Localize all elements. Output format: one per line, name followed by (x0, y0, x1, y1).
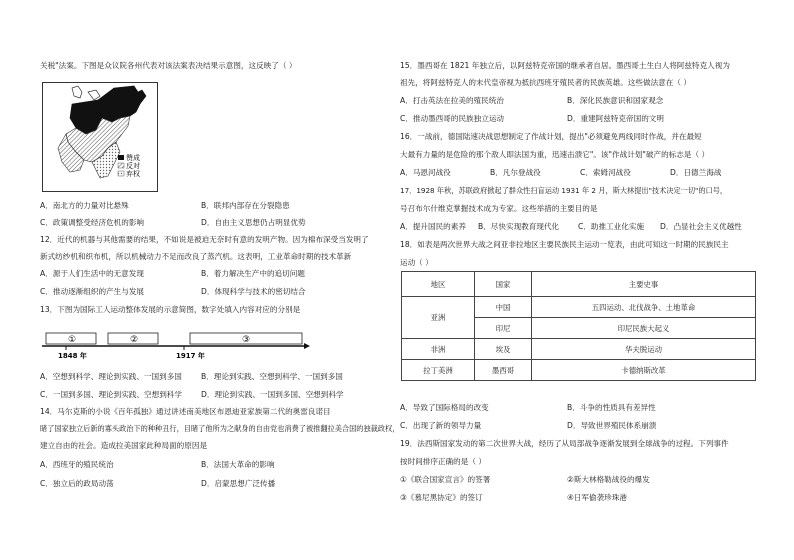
table-header-row (402, 272, 756, 297)
q15-option-a: A．打击英法在拉美的殖民统治 (400, 96, 504, 105)
q17-option-b: B．尽快实现教育现代化 (478, 222, 560, 231)
legend-label-no: 反对 (126, 162, 140, 170)
q19-event-1: ①《联合国家宣言》的签署 (400, 475, 491, 484)
legend-swatch-abstain (118, 171, 124, 176)
q11-option-d: D．自由主义思想仍占明显优势 (201, 218, 306, 227)
us-vote-map (42, 82, 158, 192)
q15-option-d: D．重建阿兹特克帝国的文明 (567, 114, 664, 123)
q12-option-c: C．推动逐渐组织的产生与发展 (40, 287, 145, 296)
q18-stem-line2: 运动（ ） (400, 258, 433, 267)
q14-stem-line3: 建立自由的社会。造成拉美国家此种局面的原因是 (40, 441, 208, 450)
q11-option-a: A．南北方的力量对比悬殊 (40, 201, 129, 210)
q17-option-a: A．提升国民的素养 (400, 222, 466, 231)
table-cell-event: 卡德纳斯改革 (532, 360, 756, 381)
q16-stem-line1: 16．一战前，德国陆速决战思想制定了作战计划，提出"必须避免两线同时作战，并在最短 (400, 132, 702, 141)
q12-stem-line2: 新式纺纱机和织布机，所以机械动力不足而改良了蒸汽机。这表明，工业革命时期的技术革新 (40, 252, 352, 261)
q14-option-c: C．独立后的政局动荡 (40, 479, 114, 488)
q14-stem-line2: 睹了国家独立后新的寡头政治下的种种丑行，目睹了他所为之献身的自由党也消费了被推翻拉美合国的独裁政权， (40, 424, 400, 433)
q19-event-3: ③《慕尼黑协定》的签订 (400, 493, 483, 502)
q19-stem-line2: 按时间排序正确的是（ ） (400, 457, 486, 466)
timeline-mark-2: ② (130, 335, 139, 345)
table-cell-country: 墨西哥 (475, 360, 532, 381)
q18-option-c: C．出现了新的领导力量 (400, 421, 482, 430)
legend-swatch-no (118, 163, 124, 168)
q13-option-a: A．空想到科学、理论到实践、一国到多国 (40, 372, 182, 381)
table-row (402, 360, 756, 381)
q12-option-b: B．着力解决生产中的追切问题 (201, 269, 305, 278)
table-cell-region: 亚洲 (402, 297, 475, 339)
q17-option-d: D．凸显社会主义优越性 (660, 222, 742, 231)
q13-option-c: C．一国到多国、理论到实践、空想到科学 (40, 390, 182, 399)
legend-swatch-yes (118, 155, 124, 160)
q17-option-c: C．助推工业化实施 (578, 222, 645, 231)
q19-stem-line1: 19．法西斯国家发动的第二次世界大战，经历了从局部战争逐渐发展到全球战争的过程。下列事件 (400, 439, 729, 448)
q11-stem: 关税"法案。下图是众议院各州代表对该法案表决结果示意图，这反映了（ ） (40, 61, 297, 70)
q14-stem-line1: 14．马尔克斯的小说《百年孤独》通过讲述南美地区布恩迪亚家族第二代的奥雷良诺目 (40, 407, 331, 416)
timeline-year-1848: 1848 年 (58, 352, 87, 360)
q13-stem: 13．下图为国际工人运动整体发展的示意简图，数字处填入内容对应的分别是 (40, 305, 301, 314)
q15-stem-line1: 15．墨西哥在 1821 年独立后，以阿兹特克帝国的继承者自居。墨西哥土生白人将阿兹特克人视为 (400, 61, 730, 70)
table-cell-country: 中国 (475, 297, 532, 318)
table-row (402, 339, 756, 360)
q15-option-b: B．深化民族意识和国家观念 (567, 96, 664, 105)
q14-option-d: D．启蒙思想广泛传播 (201, 479, 276, 488)
table-header-country: 国家 (475, 272, 532, 297)
q12-option-a: A．源于人们生活中的无意发现 (40, 269, 144, 278)
q16-option-a: A．马恩河战役 (400, 168, 451, 177)
q13-option-d: D．理论到实践、一国到多国、空想到科学 (201, 390, 344, 399)
timeline-arrow (304, 343, 310, 349)
table-cell-country: 埃及 (475, 339, 532, 360)
table-cell-event: 华夫脱运动 (532, 339, 756, 360)
q19-event-4: ④日军偷袭珍珠港 (567, 493, 627, 502)
table-cell-country: 印尼 (475, 318, 532, 339)
q12-option-d: D．体现科学与技术的密切结合 (201, 287, 306, 296)
timeline-mark-3: ③ (242, 335, 251, 345)
movements-table (401, 271, 756, 381)
q11-option-b: B．联邦内部存在分裂隐患 (201, 201, 290, 210)
timeline-mark-1: ① (68, 335, 77, 345)
table-cell-event: 五四运动、北伐战争、土地革命 (532, 297, 756, 318)
table-header-region: 地区 (402, 272, 475, 297)
q16-option-b: B．凡尔登战役 (490, 168, 541, 177)
table-row (402, 297, 756, 318)
movement-timeline (42, 332, 312, 366)
q17-stem-line1: 17．1928 年秋，苏联政府掀起了群众性扫盲运动 1931 年 2 月，斯大林提出"技术决定一切"的口号， (400, 186, 728, 195)
q18-stem-line1: 18．如表是两次世界大战之间亚非拉地区主要民族民主运动一览表，由此可知这一时期的民族民主 (400, 240, 729, 249)
table-cell-region: 非洲 (402, 339, 475, 360)
q15-stem-line2: 祖先，将阿兹特克人的末代皇帝视为抵抗西班牙殖民者的民族英雄。这些做法意在（ ） (400, 78, 691, 87)
q19-event-2: ②斯大林格勒战役的爆发 (567, 475, 650, 484)
q11-option-c: C．政策调整受经济危机的影响 (40, 218, 145, 227)
q18-option-d: D．导致世界殖民体系崩溃 (567, 421, 657, 430)
q18-option-a: A．导致了国际格局的改变 (400, 403, 489, 412)
table-cell-region: 拉丁美洲 (402, 360, 475, 381)
q18-option-b: B．斗争的性质具有差异性 (567, 403, 656, 412)
q16-stem-line2: 大最有力量的是危险的那个敌人即法国为重，迅速击溃它"。该"作战计划"破产的标志是（ ） (400, 150, 710, 159)
legend-label-abstain: 弃权 (126, 170, 140, 178)
legend-label-yes: 赞成 (126, 154, 140, 162)
q15-option-c: C．推动墨西哥的民族独立运动 (400, 114, 505, 123)
table-header-event: 主要史事 (532, 272, 756, 297)
q12-stem-line1: 12．近代的机器与其他需要的结果，不如说是被迫无奈时有意的发明产物。因为棉布深受当发明了 (40, 235, 369, 244)
q14-option-a: A．西班牙的殖民统治 (40, 460, 114, 469)
table-cell-event: 印尼民族大起义 (532, 318, 756, 339)
q16-option-c: C．索姆河战役 (580, 168, 631, 177)
timeline-year-1917: 1917 年 (176, 352, 205, 360)
q13-option-b: B．理论到实践、空想到科学、一国到多国 (201, 372, 343, 381)
q17-stem-line2: 号召布尔什维克掌握技术成为专家。这些举措的主要目的是 (400, 204, 598, 213)
q16-option-d: D．日德兰海战 (670, 168, 722, 177)
q14-option-b: B．法国大革命的影响 (201, 460, 275, 469)
